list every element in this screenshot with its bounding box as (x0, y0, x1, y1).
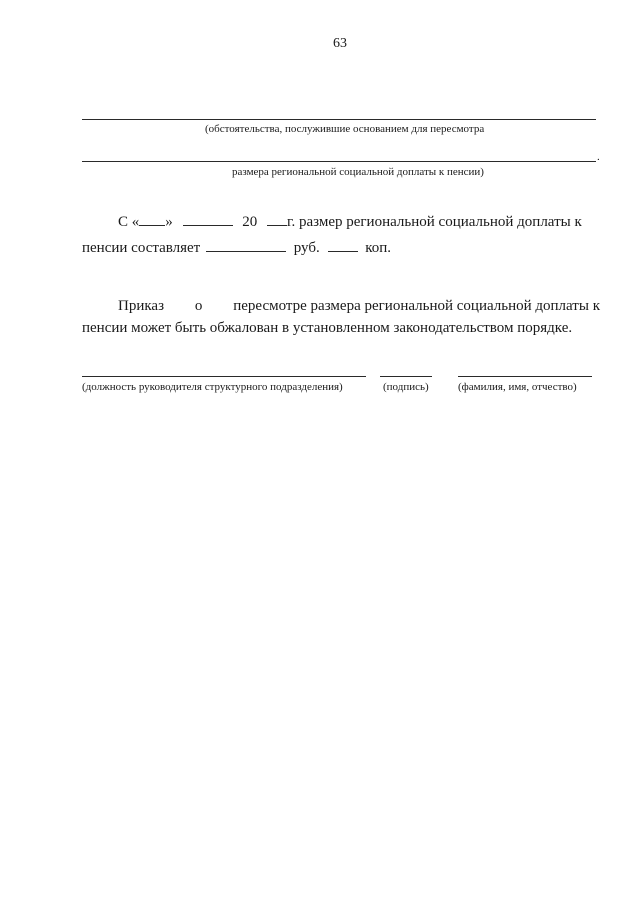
position-line (82, 376, 366, 377)
position-caption: (должность руководителя структурного подразделения) (82, 381, 343, 393)
amount-line-2 (82, 237, 391, 259)
year-blank (267, 211, 287, 226)
reason-caption-2: размера региональной социальной доплаты к пенсии) (232, 166, 484, 178)
reason-line-2 (82, 161, 596, 162)
reason-caption-1: (обстоятельства, послужившие основанием для пересмотра (205, 123, 485, 135)
day-blank (139, 211, 165, 226)
signature-line (380, 376, 432, 377)
amount-line-1-rest: г. размер региональной социальной доплаты к (287, 214, 582, 230)
appeal-line-2: пенсии может быть обжалован в установленном законодательством порядке. (82, 320, 573, 336)
appeal-word-o: о (194, 298, 203, 314)
year-prefix: 20 (242, 214, 258, 230)
month-blank (183, 211, 233, 226)
kop-blank (328, 237, 358, 252)
appeal-line-1-rest: пересмотре размера региональной социальной доплаты к (233, 298, 600, 314)
signature-caption: (подпись) (383, 381, 429, 393)
kop-label: коп. (365, 240, 392, 256)
name-caption: (фамилия, имя, отчество) (458, 381, 577, 393)
reason-trailing-dot: . (597, 151, 600, 163)
quote-close: » (165, 214, 173, 230)
appeal-word-prikaz: Приказ (118, 298, 165, 314)
date-prefix: С « (118, 214, 140, 230)
appeal-line-1 (118, 295, 600, 317)
rub-label: руб. (293, 240, 320, 256)
name-line (458, 376, 592, 377)
reason-line-1 (82, 119, 596, 120)
amount-line-2-start: пенсии составляет (82, 240, 201, 256)
rub-blank (206, 237, 286, 252)
amount-line-1 (118, 211, 582, 233)
page-number: 63 (333, 36, 347, 51)
